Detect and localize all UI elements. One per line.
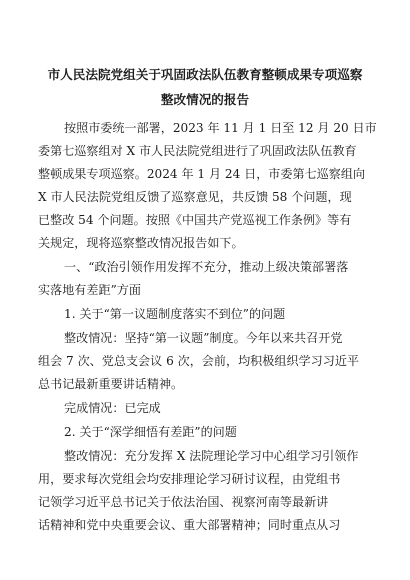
paragraph-intro-line: X 市人民法院党组反馈了巡察意见，共反馈 58 个问题，现 bbox=[38, 190, 352, 204]
paragraph-intro-line: 关规定，现将巡察整改情况报告如下。 bbox=[38, 236, 244, 250]
paragraph-rectification-2-line: 整改情况：充分发挥 X 法院理论学习中心组学习引领作 bbox=[64, 449, 359, 463]
paragraph-rectification-1-line: 整改情况：坚持“第一议题”制度。今年以来共召开党 bbox=[64, 331, 343, 345]
paragraph-rectification-2-line: 话精神和党中央重要会议、重大部署精神；同时重点从习 bbox=[38, 518, 341, 532]
completion-status: 完成情况：已完成 bbox=[64, 401, 161, 415]
report-title-line-2: 整改情况的报告 bbox=[160, 92, 250, 107]
report-title-line-1: 市人民法院党组关于巩固政法队伍教育整顿成果专项巡察 bbox=[47, 67, 363, 82]
paragraph-intro-line: 委第七巡察组对 X 市人民法院党组进行了巩固政法队伍教育 bbox=[38, 144, 357, 158]
paragraph-intro-line: 按照市委统一部署，2023 年 11 月 1 日至 12 月 20 日市 bbox=[64, 121, 377, 135]
paragraph-rectification-1-line: 总书记最新重要讲话精神。 bbox=[38, 377, 184, 391]
section-heading-line: 实落地有差距”方面 bbox=[38, 283, 141, 297]
paragraph-rectification-1-line: 组会 7 次、党总支会议 6 次，会前，均积极组织学习习近平 bbox=[38, 354, 360, 368]
item-heading-2: 2. 关于“深学细悟有差距”的问题 bbox=[64, 425, 237, 439]
paragraph-rectification-2-line: 记领学习近平总书记关于依法治国、视察河南等最新讲 bbox=[38, 495, 329, 509]
item-heading-1: 1. 关于“第一议题制度落实不到位”的问题 bbox=[64, 307, 286, 321]
paragraph-rectification-2-line: 用，要求每次党组会均安排理论学习研讨议程，由党组书 bbox=[38, 472, 341, 486]
paragraph-intro-line: 整顿成果专项巡察。2024 年 1 月 24 日，市委第七巡察组向 bbox=[38, 167, 366, 181]
paragraph-intro-line: 已整改 54 个问题。按照《中国共产党巡视工作条例》等有 bbox=[38, 213, 352, 227]
section-heading-line: 一、“政治引领作用发挥不充分，推动上级决策部署落 bbox=[64, 260, 349, 274]
